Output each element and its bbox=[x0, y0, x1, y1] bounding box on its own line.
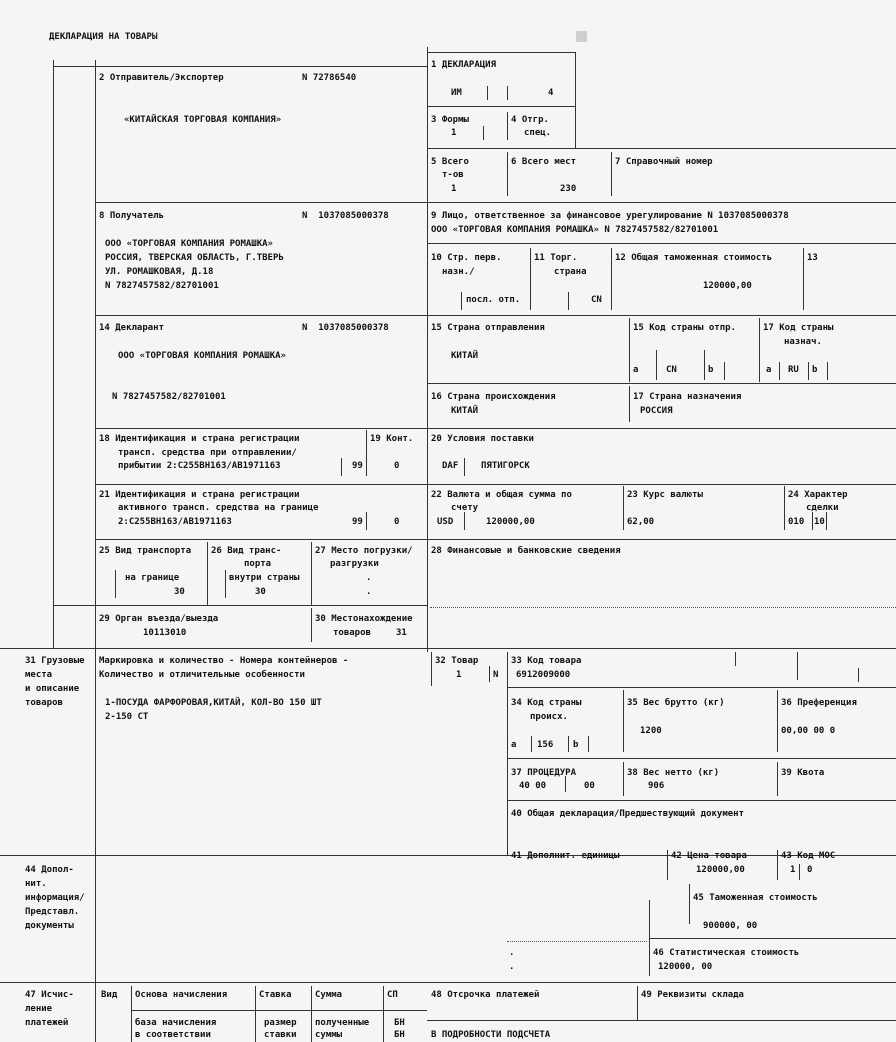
box22-value: 120000,00 bbox=[486, 517, 535, 527]
box29-label: 29 Орган въезда/выезда bbox=[99, 614, 219, 624]
box18-label2: трансп. средства при отправлении/ bbox=[118, 448, 297, 458]
box10-label: 10 Стр. перв. bbox=[431, 253, 502, 263]
box22-currency: USD bbox=[437, 517, 454, 527]
box21-code: 99 bbox=[352, 517, 363, 527]
corner-marker bbox=[576, 31, 587, 42]
box21-label2: активного трансп. средства на границе bbox=[118, 503, 319, 513]
box11-label2: страна bbox=[554, 267, 587, 277]
box11-label: 11 Торг. bbox=[534, 253, 578, 263]
box47-sum-row2: суммы bbox=[315, 1030, 343, 1040]
box4-label: 4 Отгр. bbox=[511, 115, 549, 125]
box14-name: ООО «ТОРГОВАЯ КОМПАНИЯ РОМАШКА» bbox=[118, 351, 286, 361]
box41-label: 41 Дополнит. единицы bbox=[511, 851, 620, 861]
box47-label2: ление bbox=[25, 1004, 53, 1014]
box37-v1: 40 00 bbox=[519, 781, 547, 791]
box33-value: 6912009000 bbox=[516, 670, 571, 680]
box43-v2: 0 bbox=[807, 865, 813, 875]
box37-label: 37 ПРОЦЕДУРА bbox=[511, 768, 577, 778]
box8-line3: УЛ. РОМАШКОВАЯ, Д.18 bbox=[105, 267, 214, 277]
box18-label3: прибытии 2:С255ВН163/АВ1971163 bbox=[118, 461, 281, 471]
box34-a: a bbox=[511, 740, 517, 750]
box35-label: 35 Вес брутто (кг) bbox=[627, 698, 725, 708]
box1-type1: ИМ bbox=[451, 88, 462, 98]
box30-label: 30 Местонахождение bbox=[315, 614, 413, 624]
box32-value: 1 bbox=[456, 670, 462, 680]
box20-label: 20 Условия поставки bbox=[431, 434, 534, 444]
box17a-code: RU bbox=[788, 365, 799, 375]
box47-col-sum: Сумма bbox=[315, 990, 343, 1000]
box34-b: b bbox=[573, 740, 579, 750]
box31-hdr1: Маркировка и количество - Номера контейнеров - bbox=[99, 656, 349, 666]
box16-label: 16 Страна происхождения bbox=[431, 392, 556, 402]
box22-label2: счету bbox=[451, 503, 479, 513]
box15a-code: CN bbox=[666, 365, 677, 375]
box47-label3: платежей bbox=[25, 1018, 69, 1028]
box42-value: 120000,00 bbox=[696, 865, 745, 875]
box17a-label2: назнач. bbox=[784, 337, 822, 347]
box48-label: 48 Отсрочка платежей bbox=[431, 990, 540, 1000]
box47-base-row1: база начисления bbox=[135, 1018, 217, 1028]
box32-label: 32 Товар bbox=[435, 656, 479, 666]
box21-value: 0 bbox=[394, 517, 400, 527]
box27-label2: разгрузки bbox=[330, 559, 379, 569]
box30-value: 31 bbox=[396, 628, 407, 638]
box15a-label: 15 Код страны отпр. bbox=[633, 323, 736, 333]
box13-label: 13 bbox=[807, 253, 818, 263]
box26-label2: порта bbox=[244, 559, 272, 569]
box25-label: 25 Вид транспорта bbox=[99, 546, 192, 556]
box10-label2: назн./ bbox=[442, 267, 475, 277]
box5-label2: т-ов bbox=[442, 170, 464, 180]
box15a-a: a bbox=[633, 365, 639, 375]
box25-value: 30 bbox=[174, 587, 185, 597]
box14-label: 14 Декларант bbox=[99, 323, 165, 333]
box6-value: 230 bbox=[560, 184, 577, 194]
dotted-separator bbox=[430, 607, 896, 608]
box31-hdr2: Количество и отличительные особенности bbox=[99, 670, 305, 680]
box18-label: 18 Идентификация и страна регистрации bbox=[99, 434, 300, 444]
box3-label: 3 Формы bbox=[431, 115, 469, 125]
box34-label: 34 Код страны bbox=[511, 698, 582, 708]
box44-label4: Представл. bbox=[25, 907, 80, 917]
box43-v1: 1 bbox=[790, 865, 796, 875]
box20-term: DAF bbox=[442, 461, 459, 471]
box17a-a: a bbox=[766, 365, 772, 375]
box47-sum-row1: полученные bbox=[315, 1018, 370, 1028]
box30-label2: товаров bbox=[333, 628, 371, 638]
box11-value: CN bbox=[591, 295, 602, 305]
box46-value: 120000, 00 bbox=[658, 962, 713, 972]
box17a-label: 17 Код страны bbox=[763, 323, 834, 333]
box18-code: 99 bbox=[352, 461, 363, 471]
box7-label: 7 Справочный номер bbox=[615, 157, 713, 167]
box15-label: 15 Страна отправления bbox=[431, 323, 545, 333]
box17a-b: b bbox=[812, 365, 818, 375]
box38-label: 38 Вес нетто (кг) bbox=[627, 768, 720, 778]
box44-label3: информация/ bbox=[25, 893, 85, 903]
box45-value: 900000, 00 bbox=[703, 921, 758, 931]
box47-sp-row2: БН bbox=[394, 1030, 405, 1040]
box47-label1: 47 Исчис- bbox=[25, 990, 74, 1000]
box46-dot1: . bbox=[509, 948, 515, 958]
box9-label: 9 Лицо, ответственное за финансовое урегулирование N 1037085000378 bbox=[431, 211, 789, 221]
box4-label2: спец. bbox=[524, 128, 552, 138]
box27-dot2: . bbox=[366, 587, 372, 597]
box47-col-rate: Ставка bbox=[259, 990, 292, 1000]
box47-col-type: Вид bbox=[101, 990, 118, 1000]
box2-label: 2 Отправитель/Экспортер bbox=[99, 73, 224, 83]
box47-sp-row1: БН bbox=[394, 1018, 405, 1028]
box47-base-row2: в соответствии bbox=[135, 1030, 211, 1040]
box2-name: «КИТАЙСКАЯ ТОРГОВАЯ КОМПАНИЯ» bbox=[124, 115, 282, 125]
box17-label: 17 Страна назначения bbox=[633, 392, 742, 402]
page-title: ДЕКЛАРАЦИЯ НА ТОВАРЫ bbox=[49, 32, 158, 42]
box31-line1: 1-ПОСУДА ФАРФОРОВАЯ,КИТАЙ, КОЛ-ВО 150 ШТ bbox=[105, 698, 322, 708]
box46-dot2: . bbox=[509, 962, 515, 972]
box34-label2: происх. bbox=[530, 712, 568, 722]
box33-label: 33 Код товара bbox=[511, 656, 582, 666]
box36-value: 00,00 00 0 bbox=[781, 726, 836, 736]
box8-label: 8 Получатель bbox=[99, 211, 165, 221]
box8-line1: ООО «ТОРГОВАЯ КОМПАНИЯ РОМАШКА» bbox=[105, 239, 273, 249]
box42-label: 42 Цена товара bbox=[671, 851, 747, 861]
box34-code: 156 bbox=[537, 740, 554, 750]
box47-col-base: Основа начисления bbox=[135, 990, 228, 1000]
box8-line4: N 7827457582/82701001 bbox=[105, 281, 219, 291]
box44-label1: 44 Допол- bbox=[25, 865, 74, 875]
box27-label: 27 Место погрузки/ bbox=[315, 546, 413, 556]
box39-label: 39 Квота bbox=[781, 768, 825, 778]
box26-value: 30 bbox=[255, 587, 266, 597]
box14-inn: N 7827457582/82701001 bbox=[112, 392, 226, 402]
box10-label3: посл. отп. bbox=[466, 295, 521, 305]
box14-number: N 1037085000378 bbox=[302, 323, 389, 333]
box49-label: 49 Реквизиты склада bbox=[641, 990, 744, 1000]
box37-v2: 00 bbox=[584, 781, 595, 791]
box47-rate-row2: ставки bbox=[264, 1030, 297, 1040]
box19-value: 0 bbox=[394, 461, 400, 471]
box31-label2: места bbox=[25, 670, 53, 680]
box8-number: N 1037085000378 bbox=[302, 211, 389, 221]
box47-col-sp: СП bbox=[387, 990, 398, 1000]
box15-value: КИТАЙ bbox=[451, 351, 479, 361]
box48-value: В ПОДРОБНОСТИ ПОДСЧЕТА bbox=[431, 1030, 551, 1040]
box26-label: 26 Вид транс- bbox=[211, 546, 282, 556]
box44-label2: нит. bbox=[25, 879, 47, 889]
box16-value: КИТАЙ bbox=[451, 406, 479, 416]
box47-rate-row1: размер bbox=[264, 1018, 297, 1028]
box6-label: 6 Всего мест bbox=[511, 157, 577, 167]
box12-label: 12 Общая таможенная стоимость bbox=[615, 253, 773, 263]
box21-label: 21 Идентификация и страна регистрации bbox=[99, 490, 300, 500]
box45-label: 45 Таможенная стоимость bbox=[693, 893, 818, 903]
box35-value: 1200 bbox=[640, 726, 662, 736]
box40-label: 40 Общая декларация/Предшествующий документ bbox=[511, 809, 744, 819]
box23-value: 62,00 bbox=[627, 517, 655, 527]
box29-value: 10113010 bbox=[143, 628, 187, 638]
box44-label5: документы bbox=[25, 921, 74, 931]
box22-label: 22 Валюта и общая сумма по bbox=[431, 490, 572, 500]
box15a-b: b bbox=[708, 365, 714, 375]
box28-label: 28 Финансовые и банковские сведения bbox=[431, 546, 621, 556]
box1-label: 1 ДЕКЛАРАЦИЯ bbox=[431, 60, 497, 70]
box36-label: 36 Преференция bbox=[781, 698, 857, 708]
box9-line2: ООО «ТОРГОВАЯ КОМПАНИЯ РОМАШКА» N 7827457582/82701001 bbox=[431, 225, 719, 235]
box24-v2: 10 bbox=[814, 517, 825, 527]
box38-value: 906 bbox=[648, 781, 665, 791]
box17-value: РОССИЯ bbox=[640, 406, 673, 416]
box3-value: 1 bbox=[451, 128, 457, 138]
box31-line2: 2-150 СТ bbox=[105, 712, 149, 722]
box32-n: N bbox=[493, 670, 499, 680]
dotted-separator bbox=[507, 941, 647, 942]
box24-label2: сделки bbox=[806, 503, 839, 513]
box5-value: 1 bbox=[451, 184, 457, 194]
box19-label: 19 Конт. bbox=[370, 434, 414, 444]
box2-number: N 72786540 bbox=[302, 73, 357, 83]
box23-label: 23 Курс валюты bbox=[627, 490, 703, 500]
box27-dot1: . bbox=[366, 573, 372, 583]
box31-label4: товаров bbox=[25, 698, 63, 708]
box12-value: 120000,00 bbox=[703, 281, 752, 291]
box20-place: ПЯТИГОРСК bbox=[481, 461, 530, 471]
box5-label: 5 Всего bbox=[431, 157, 469, 167]
box21-label3: 2:С255ВН163/АВ1971163 bbox=[118, 517, 232, 527]
box25-label2: на границе bbox=[125, 573, 180, 583]
box46-label: 46 Статистическая стоимость bbox=[653, 948, 800, 958]
box24-label: 24 Характер bbox=[788, 490, 848, 500]
box31-label1: 31 Грузовые bbox=[25, 656, 85, 666]
box43-label: 43 Код МОС bbox=[781, 851, 836, 861]
box8-line2: РОССИЯ, ТВЕРСКАЯ ОБЛАСТЬ, Г.ТВЕРЬ bbox=[105, 253, 284, 263]
box24-v1: 010 bbox=[788, 517, 805, 527]
box31-label3: и описание bbox=[25, 684, 80, 694]
box26-label3: внутри страны bbox=[229, 573, 300, 583]
box1-type3: 4 bbox=[548, 88, 554, 98]
